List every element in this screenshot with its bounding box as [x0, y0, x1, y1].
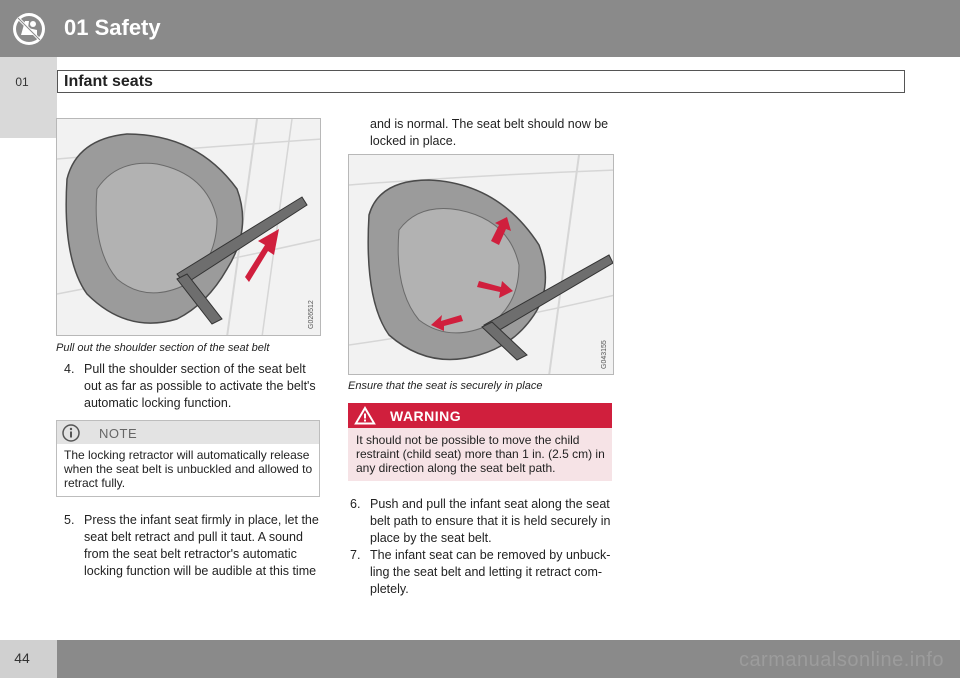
section-title: Infant seats [64, 73, 153, 90]
chapter-title: 01 Safety [64, 15, 161, 40]
chapter-icon-box [0, 0, 57, 57]
step-number: 6. [350, 497, 361, 511]
step-number: 7. [350, 548, 361, 562]
infant-seat-illustration-1 [57, 119, 321, 336]
step-5-continuation [370, 116, 618, 150]
note-box [56, 420, 320, 497]
step-number: 5. [64, 513, 75, 527]
note-header [57, 421, 319, 444]
chapter-side-tab [0, 0, 57, 138]
step-6 [350, 496, 618, 547]
no-child-seat-airbag-icon [10, 10, 48, 48]
chapter-header [57, 0, 960, 57]
page-footer [0, 640, 960, 678]
continuation-text: and is normal. The seat belt should now be locked in place. [370, 117, 609, 148]
warning-text: It should not be possible to move the child restraint (child seat) more than 1 in. (2.5 cm) in any direction along the seat belt path. [356, 433, 605, 475]
step-text: Pull the shoulder section of the seat belt out as far as possible to activate the belt's automatic locking function. [84, 362, 316, 410]
infant-seat-illustration-2 [349, 155, 614, 375]
watermark-text: carmanualsonline.info [738, 649, 944, 671]
figure-belt-pull [56, 118, 321, 336]
warning-header [348, 403, 612, 428]
step-text: Push and pull the infant seat along the seat belt path to ensure that it is held securely in place by the seat belt. [370, 497, 611, 545]
step-text: The infant seat can be removed by unbuck-ling the seat belt and letting it retract com-pletely. [370, 548, 611, 596]
page-number-box [0, 640, 57, 678]
note-text: The locking retractor will automatically release when the seat belt is unbuckled and allowed to retract fully. [64, 448, 313, 490]
warning-label: WARNING [390, 408, 462, 424]
step-text: Press the infant seat firmly in place, let the seat belt retract and pull it taut. A sound from the seat belt retractor's automatic locking function will be audible at this time [84, 513, 319, 578]
page-number: 44 [14, 650, 30, 666]
step-7 [350, 547, 618, 598]
step-number: 4. [64, 362, 75, 376]
warning-triangle-icon [354, 406, 376, 425]
figure-seat-secure [348, 154, 614, 375]
section-title-box [57, 70, 905, 93]
info-icon [62, 424, 80, 442]
figure-caption-2: Ensure that the seat is securely in place [348, 380, 543, 392]
figure-caption-1: Pull out the shoulder section of the seat belt [56, 342, 270, 354]
warning-box [348, 403, 612, 481]
chapter-tab-number: 01 [15, 75, 29, 89]
step-4 [64, 361, 324, 412]
step-5 [64, 512, 324, 580]
note-label: NOTE [99, 426, 138, 441]
figure-code-1: G026512 [308, 300, 315, 329]
figure-code-2: G043155 [601, 340, 608, 369]
